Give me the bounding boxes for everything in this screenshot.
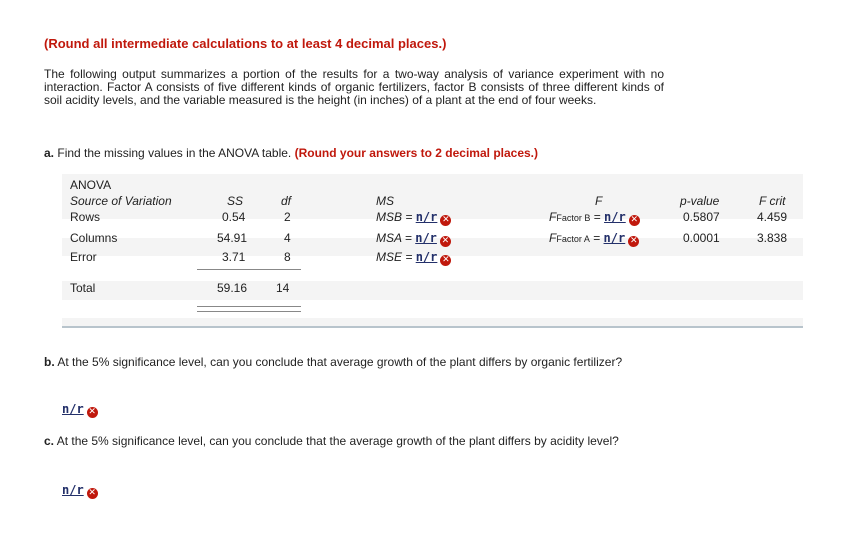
mse-answer[interactable]: n/r	[415, 250, 438, 264]
msb-cell	[376, 210, 451, 226]
f-subscript: Factor B	[556, 213, 591, 223]
columns-f-crit: 3.838	[757, 231, 788, 245]
header-df: df	[281, 194, 292, 208]
anova-table	[62, 174, 803, 326]
part-b-answer-row	[62, 402, 98, 418]
error-df: 8	[284, 250, 291, 264]
header-ms: MS	[376, 194, 394, 208]
incorrect-x-icon: ✕	[630, 215, 638, 225]
f-subscript: Factor A	[556, 234, 590, 244]
row-df: 2	[284, 210, 291, 224]
part-b-label: b.	[44, 355, 55, 369]
f-factor-b-cell	[549, 210, 640, 226]
part-a	[44, 146, 538, 160]
part-a-text: Find the missing values in the ANOVA table.	[57, 146, 292, 160]
f-factor-a-cell	[549, 231, 639, 247]
header-source: Source of Variation	[70, 194, 172, 208]
part-c-answer-row	[62, 483, 98, 499]
incorrect-x-icon: ✕	[88, 407, 96, 417]
header-f: F	[595, 194, 603, 208]
problem-intro: The following output summarizes a portion of the results for a two-way analysis of variance experiment with no interaction. Factor A consists of five different kinds of organic fertilizers, factor B consists of three different kinds of soil acidity levels, and the variable measured is the height (in inches) of a plant at the end of four weeks.	[44, 67, 664, 107]
row-ss: 0.54	[222, 210, 246, 224]
part-b-text: At the 5% significance level, can you conclude that average growth of the plant differs by organic fertilizer?	[57, 355, 623, 369]
msa-cell	[376, 231, 451, 247]
f-equals: =	[589, 231, 604, 245]
total-rule	[197, 306, 301, 307]
header-ss: SS	[227, 194, 244, 208]
header-f-crit: F crit	[759, 194, 786, 208]
total-ss: 59.16	[217, 281, 248, 295]
incorrect-x-icon: ✕	[441, 236, 450, 246]
part-c-text: At the 5% significance level, can you conclude that the average growth of the plant differs by acidity level?	[56, 434, 619, 448]
part-c	[44, 435, 664, 448]
incorrect-x-icon: ✕	[442, 255, 450, 265]
part-b-answer[interactable]: n/r	[62, 402, 84, 416]
columns-source: Columns	[70, 231, 118, 245]
f-label: F	[549, 231, 557, 245]
part-a-note: (Round your answers to 2 decimal places.)	[294, 146, 539, 160]
instruction-text: (Round all intermediate calculations to at least 4 decimal places.)	[44, 36, 447, 51]
row-p-value: 0.5807	[683, 210, 720, 224]
part-c-label: c.	[44, 434, 55, 448]
subtotal-rule	[197, 269, 301, 270]
part-b	[44, 356, 664, 369]
total-source: Total	[70, 281, 96, 295]
columns-ss: 54.91	[217, 231, 248, 245]
f-equals: =	[590, 210, 605, 224]
f-label: F	[549, 210, 557, 224]
f-factor-a-answer[interactable]: n/r	[603, 231, 626, 245]
part-c-answer[interactable]: n/r	[62, 483, 84, 497]
header-p-value: p-value	[680, 194, 720, 208]
columns-p-value: 0.0001	[683, 231, 720, 245]
incorrect-x-icon: ✕	[629, 236, 638, 246]
part-a-label: a.	[44, 146, 55, 160]
mse-label: MSE =	[376, 250, 416, 264]
msa-answer[interactable]: n/r	[415, 231, 437, 245]
total-double-rule	[197, 311, 301, 312]
error-source: Error	[70, 250, 97, 264]
table-bottom-border	[62, 326, 803, 328]
error-ss: 3.71	[222, 250, 246, 264]
row-f-crit: 4.459	[757, 210, 788, 224]
anova-title: ANOVA	[70, 178, 112, 192]
row-source: Rows	[70, 210, 101, 224]
incorrect-x-icon: ✕	[88, 488, 96, 498]
incorrect-x-icon: ✕	[442, 215, 450, 225]
columns-df: 4	[284, 231, 291, 245]
msb-answer[interactable]: n/r	[415, 210, 438, 224]
f-factor-b-answer[interactable]: n/r	[604, 210, 626, 224]
msa-label: MSA =	[376, 231, 416, 245]
mse-cell	[376, 250, 451, 266]
total-df: 14	[276, 281, 290, 295]
msb-label: MSB =	[376, 210, 416, 224]
